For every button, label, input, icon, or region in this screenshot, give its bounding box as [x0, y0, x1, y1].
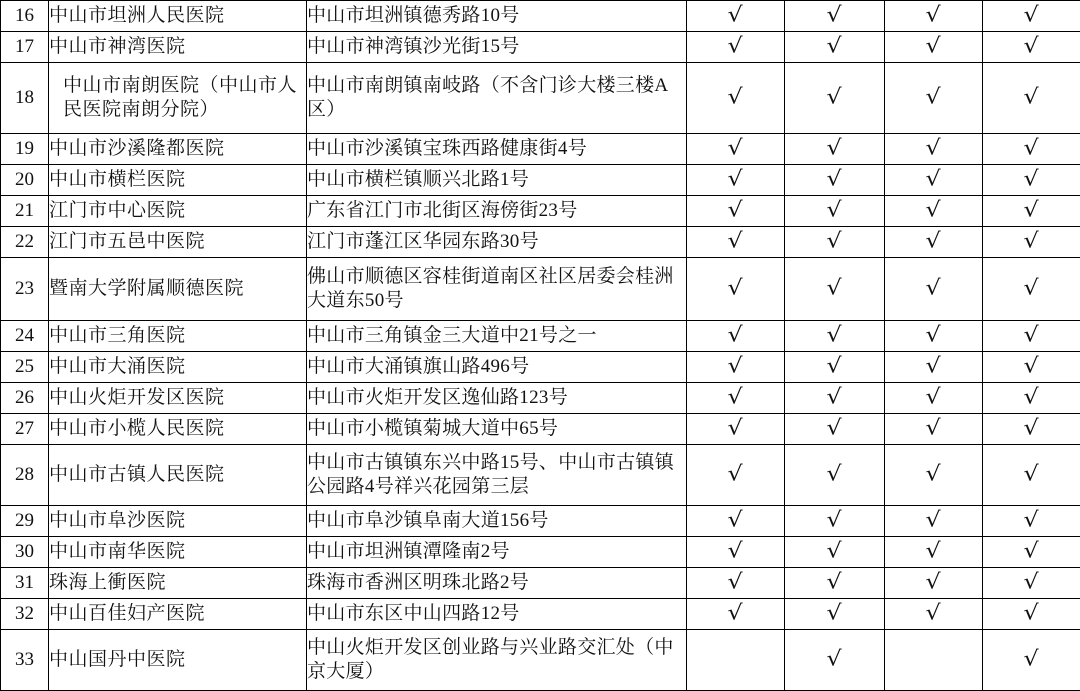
check-icon: √	[926, 462, 941, 488]
check-icon: √	[728, 385, 743, 411]
check-icon: √	[827, 198, 842, 224]
check-icon: √	[926, 198, 941, 224]
table-row	[1, 506, 1080, 537]
check-icon: √	[728, 416, 743, 442]
check-icon: √	[827, 167, 842, 193]
check-icon: √	[1024, 462, 1039, 488]
hospital-name: 中山市神湾医院	[49, 32, 307, 63]
check-icon: √	[827, 647, 842, 673]
coverage-mark-3	[885, 414, 983, 445]
hospital-address: 中山市古镇镇东兴中路15号、中山市古镇镇公园路4号祥兴花园第三层	[307, 445, 687, 506]
row-index: 25	[1, 352, 49, 383]
coverage-mark-3	[885, 568, 983, 599]
check-icon: √	[926, 85, 941, 111]
coverage-mark-1	[687, 165, 785, 196]
table-row	[1, 227, 1080, 258]
hospital-name: 江门市中心医院	[49, 196, 307, 227]
hospital-address: 中山市沙溪镇宝珠西路健康街4号	[307, 134, 687, 165]
table-row	[1, 32, 1080, 63]
check-icon: √	[827, 85, 842, 111]
hospital-name: 中山市三角医院	[49, 321, 307, 352]
coverage-mark-2	[785, 227, 885, 258]
hospital-address: 中山市神湾镇沙光街15号	[307, 32, 687, 63]
coverage-mark-2	[785, 445, 885, 506]
coverage-mark-1	[687, 383, 785, 414]
hospital-address: 中山市小榄镇菊城大道中65号	[307, 414, 687, 445]
row-index: 21	[1, 196, 49, 227]
check-icon: √	[827, 3, 842, 29]
coverage-mark-1	[687, 321, 785, 352]
hospital-address: 中山市坦洲镇潭隆南2号	[307, 537, 687, 568]
check-icon: √	[728, 34, 743, 60]
check-icon: √	[1024, 229, 1039, 255]
row-index: 22	[1, 227, 49, 258]
coverage-mark-3	[885, 32, 983, 63]
check-icon: √	[1024, 34, 1039, 60]
check-icon: √	[827, 416, 842, 442]
check-icon: √	[1024, 323, 1039, 349]
table-row	[1, 134, 1080, 165]
table-row	[1, 196, 1080, 227]
coverage-mark-1	[687, 1, 785, 32]
hospital-address: 中山市三角镇金三大道中21号之一	[307, 321, 687, 352]
coverage-mark-4	[983, 1, 1080, 32]
check-icon: √	[728, 136, 743, 162]
table-row	[1, 537, 1080, 568]
coverage-mark-2	[785, 414, 885, 445]
coverage-mark-4	[983, 321, 1080, 352]
hospital-name: 中山百佳妇产医院	[49, 599, 307, 630]
coverage-mark-2	[785, 352, 885, 383]
coverage-mark-4	[983, 227, 1080, 258]
hospital-address: 中山火炬开发区创业路与兴业路交汇处（中京大厦）	[307, 630, 687, 691]
coverage-mark-3	[885, 196, 983, 227]
table-row	[1, 165, 1080, 196]
check-icon: √	[827, 323, 842, 349]
coverage-mark-3	[885, 1, 983, 32]
coverage-mark-3	[885, 321, 983, 352]
coverage-mark-1	[687, 506, 785, 537]
coverage-mark-1	[687, 32, 785, 63]
coverage-mark-2	[785, 321, 885, 352]
row-index: 16	[1, 1, 49, 32]
coverage-mark-2	[785, 506, 885, 537]
check-icon: √	[728, 3, 743, 29]
coverage-mark-1	[687, 599, 785, 630]
check-icon: √	[926, 601, 941, 627]
check-icon: √	[1024, 647, 1039, 673]
row-index: 29	[1, 506, 49, 537]
coverage-mark-1	[687, 445, 785, 506]
coverage-mark-3	[885, 599, 983, 630]
row-index: 18	[1, 63, 49, 134]
row-index: 33	[1, 630, 49, 691]
check-icon: √	[728, 276, 743, 302]
check-icon: √	[728, 508, 743, 534]
check-icon: √	[1024, 85, 1039, 111]
check-icon: √	[728, 462, 743, 488]
hospital-address: 珠海市香洲区明珠北路2号	[307, 568, 687, 599]
hospital-name: 中山火炬开发区医院	[49, 383, 307, 414]
coverage-mark-3	[885, 258, 983, 321]
hospital-name: 中山市南朗医院（中山市人民医院南朗分院）	[49, 63, 307, 134]
coverage-mark-2	[785, 630, 885, 691]
check-icon: √	[827, 136, 842, 162]
coverage-mark-2	[785, 383, 885, 414]
hospital-address: 中山市横栏镇顺兴北路1号	[307, 165, 687, 196]
hospital-name: 中山市沙溪隆都医院	[49, 134, 307, 165]
hospital-address: 中山市南朗镇南岐路（不含门诊大楼三楼A区）	[307, 63, 687, 134]
table-row	[1, 599, 1080, 630]
check-icon: √	[728, 601, 743, 627]
hospital-name: 暨南大学附属顺德医院	[49, 258, 307, 321]
coverage-mark-4	[983, 165, 1080, 196]
coverage-mark-2	[785, 63, 885, 134]
row-index: 24	[1, 321, 49, 352]
coverage-mark-2	[785, 196, 885, 227]
check-icon: √	[1024, 508, 1039, 534]
check-icon: √	[1024, 198, 1039, 224]
coverage-mark-1	[687, 352, 785, 383]
table-row	[1, 1, 1080, 32]
check-icon: √	[728, 354, 743, 380]
hospital-name: 中山市横栏医院	[49, 165, 307, 196]
coverage-mark-3	[885, 537, 983, 568]
check-icon: √	[926, 416, 941, 442]
check-icon: √	[926, 539, 941, 565]
coverage-mark-4	[983, 63, 1080, 134]
hospital-name: 中山市坦洲人民医院	[49, 1, 307, 32]
check-icon: √	[926, 34, 941, 60]
check-icon: √	[1024, 354, 1039, 380]
row-index: 32	[1, 599, 49, 630]
coverage-mark-2	[785, 258, 885, 321]
coverage-mark-4	[983, 258, 1080, 321]
check-icon: √	[728, 229, 743, 255]
check-icon: √	[1024, 570, 1039, 596]
coverage-mark-1	[687, 134, 785, 165]
coverage-mark-3	[885, 383, 983, 414]
coverage-mark-3	[885, 165, 983, 196]
check-icon: √	[926, 229, 941, 255]
coverage-mark-1	[687, 258, 785, 321]
check-icon: √	[926, 385, 941, 411]
hospital-name: 中山市大涌医院	[49, 352, 307, 383]
check-icon: √	[926, 570, 941, 596]
coverage-mark-4	[983, 599, 1080, 630]
coverage-mark-1	[687, 537, 785, 568]
check-icon: √	[827, 276, 842, 302]
table-row	[1, 258, 1080, 321]
coverage-mark-1	[687, 568, 785, 599]
check-icon: √	[728, 198, 743, 224]
check-icon: √	[827, 462, 842, 488]
coverage-mark-3	[885, 227, 983, 258]
check-icon: √	[827, 539, 842, 565]
check-icon: √	[1024, 167, 1039, 193]
check-icon: √	[827, 508, 842, 534]
row-index: 30	[1, 537, 49, 568]
check-icon: √	[827, 34, 842, 60]
hospital-address: 中山市坦洲镇德秀路10号	[307, 1, 687, 32]
hospital-address: 中山市阜沙镇阜南大道156号	[307, 506, 687, 537]
coverage-mark-3	[885, 63, 983, 134]
hospital-name: 中山市小榄人民医院	[49, 414, 307, 445]
coverage-mark-4	[983, 445, 1080, 506]
coverage-mark-4	[983, 630, 1080, 691]
check-icon: √	[827, 354, 842, 380]
check-icon: √	[728, 323, 743, 349]
coverage-mark-4	[983, 196, 1080, 227]
row-index: 26	[1, 383, 49, 414]
coverage-mark-2	[785, 32, 885, 63]
hospital-address: 中山市火炬开发区逸仙路123号	[307, 383, 687, 414]
hospital-name: 中山国丹中医院	[49, 630, 307, 691]
coverage-mark-3	[885, 134, 983, 165]
check-icon: √	[926, 136, 941, 162]
coverage-mark-4	[983, 383, 1080, 414]
coverage-mark-4	[983, 414, 1080, 445]
coverage-mark-1	[687, 196, 785, 227]
check-icon: √	[1024, 601, 1039, 627]
check-icon: √	[728, 570, 743, 596]
coverage-mark-2	[785, 165, 885, 196]
table-row	[1, 414, 1080, 445]
hospital-address: 中山市东区中山四路12号	[307, 599, 687, 630]
table-body	[1, 1, 1080, 691]
check-icon: √	[926, 354, 941, 380]
check-icon: √	[1024, 3, 1039, 29]
coverage-mark-4	[983, 537, 1080, 568]
table-row	[1, 445, 1080, 506]
check-icon: √	[728, 167, 743, 193]
row-index: 20	[1, 165, 49, 196]
check-icon: √	[1024, 416, 1039, 442]
hospital-address: 佛山市顺德区容桂街道南区社区居委会桂洲大道东50号	[307, 258, 687, 321]
table-row	[1, 321, 1080, 352]
coverage-mark-3	[885, 506, 983, 537]
coverage-mark-4	[983, 352, 1080, 383]
coverage-mark-2	[785, 568, 885, 599]
coverage-mark-3	[885, 630, 983, 691]
row-index: 28	[1, 445, 49, 506]
coverage-mark-1	[687, 414, 785, 445]
table-row	[1, 568, 1080, 599]
coverage-mark-4	[983, 568, 1080, 599]
table-row	[1, 383, 1080, 414]
coverage-mark-1	[687, 630, 785, 691]
check-icon: √	[827, 385, 842, 411]
coverage-mark-1	[687, 227, 785, 258]
check-icon: √	[1024, 385, 1039, 411]
table-row	[1, 352, 1080, 383]
table-row	[1, 63, 1080, 134]
coverage-mark-3	[885, 352, 983, 383]
hospital-name: 江门市五邑中医院	[49, 227, 307, 258]
check-icon: √	[926, 276, 941, 302]
check-icon: √	[827, 229, 842, 255]
check-icon: √	[926, 323, 941, 349]
coverage-mark-2	[785, 1, 885, 32]
hospital-address: 广东省江门市北街区海傍街23号	[307, 196, 687, 227]
check-icon: √	[1024, 539, 1039, 565]
check-icon: √	[728, 85, 743, 111]
hospital-address: 江门市蓬江区华园东路30号	[307, 227, 687, 258]
row-index: 17	[1, 32, 49, 63]
hospital-name: 中山市南华医院	[49, 537, 307, 568]
check-icon: √	[1024, 276, 1039, 302]
check-icon: √	[926, 167, 941, 193]
coverage-mark-2	[785, 599, 885, 630]
coverage-mark-4	[983, 506, 1080, 537]
row-index: 31	[1, 568, 49, 599]
coverage-mark-4	[983, 134, 1080, 165]
table-row	[1, 630, 1080, 691]
check-icon: √	[827, 570, 842, 596]
hospital-name: 中山市阜沙医院	[49, 506, 307, 537]
coverage-mark-4	[983, 32, 1080, 63]
row-index: 27	[1, 414, 49, 445]
hospital-name: 珠海上衝医院	[49, 568, 307, 599]
row-index: 23	[1, 258, 49, 321]
check-icon: √	[728, 539, 743, 565]
check-icon: √	[1024, 136, 1039, 162]
check-icon: √	[926, 508, 941, 534]
row-index: 19	[1, 134, 49, 165]
coverage-mark-2	[785, 537, 885, 568]
check-icon: √	[827, 601, 842, 627]
coverage-mark-3	[885, 445, 983, 506]
coverage-mark-2	[785, 134, 885, 165]
hospital-address: 中山市大涌镇旗山路496号	[307, 352, 687, 383]
coverage-mark-1	[687, 63, 785, 134]
hospital-name: 中山市古镇人民医院	[49, 445, 307, 506]
check-icon: √	[926, 3, 941, 29]
